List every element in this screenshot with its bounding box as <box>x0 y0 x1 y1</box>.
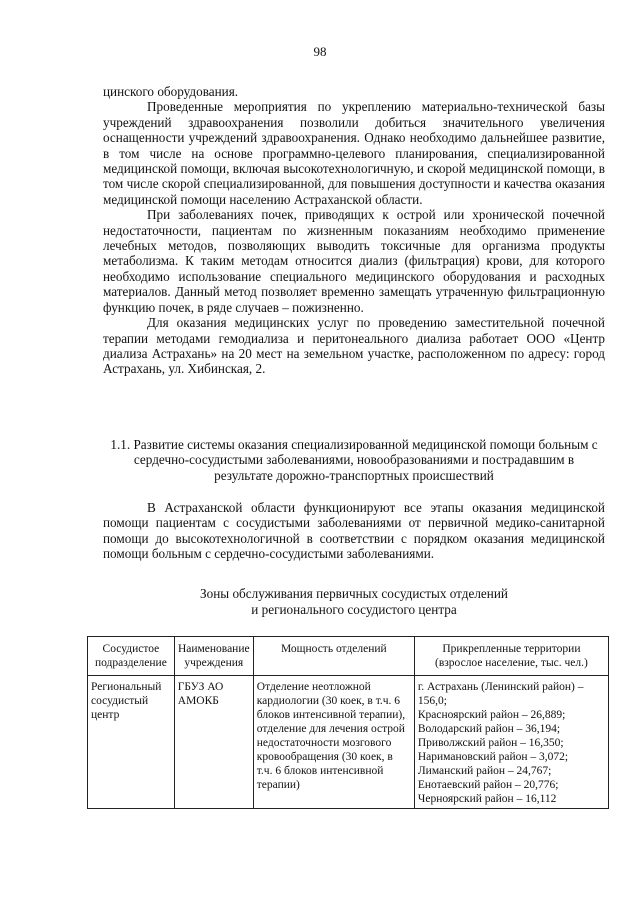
table-header-row <box>88 637 609 676</box>
header-unit: Сосудистое подразделение <box>88 637 175 676</box>
paragraph-dialysis: При заболеваниях почек, приводящих к острой или хронической почечной недостаточности, пациентам по жизненным показаниям необходимо применение лечебных методов, позволяющих выводить токсичные для организма продукты метаболизма. К таким методам относится диализ (фильтрация) крови, для которого необходимо использование специального медицинского оборудования и расходных материалов. Данный метод позволяет временно замещать утраченную фильтрационную функцию почек, в ряде случаев – пожизненно. <box>103 207 605 315</box>
table-title <box>103 586 605 618</box>
territory-line: Наримановский район – 3,072; <box>417 751 569 763</box>
header-institution: Наименование учреждения <box>174 637 253 676</box>
territory-line: Енотаевский район – 20,776; <box>417 779 559 791</box>
header-capacity: Мощность отделений <box>253 637 414 676</box>
territory-line: Черноярский район – 16,112 <box>417 793 557 805</box>
territory-line: Лиманский район – 24,767; <box>417 765 552 777</box>
cell-institution: ГБУЗ АО АМОКБ <box>174 676 253 809</box>
territory-line: г. Астрахань (Ленинский район) – 156,0; <box>417 681 584 707</box>
paragraph-equipment: Проведенные мероприятия по укреплению материально-технической базы учреждений здравоохранения позволили добиться значительного увеличения оснащенности учреждений здравоохранения. Однако необходимо дальнейшее развитие, в том числе на основе программно-целевого планирования, специализированной медицинской помощи, включая высокотехнологичную, и скорой медицинской помощи, в том числе скорой специализированной, для повышения доступности и качества оказания медицинской помощи населению Астраханской области. <box>103 99 605 207</box>
territory-line: Красноярский район – 26,889; <box>417 709 566 721</box>
cell-unit: Региональный сосудистый центр <box>88 676 175 809</box>
table-title-line-2: и регионального сосудистого центра <box>251 602 457 617</box>
paragraph-continuation: цинского оборудования. <box>103 84 239 99</box>
territory-line: Приволжский район – 16,350; <box>417 737 564 749</box>
body-text <box>103 84 605 377</box>
territory-line: Володарский район – 36,194; <box>417 723 561 735</box>
section-paragraph: В Астраханской области функционируют все этапы оказания медицинской помощи пациентам с сосудистыми заболеваниями от первичной медико-санитарной помощи до высокотехнологичной в соответствии с порядком оказания медицинской помощи больным с сердечно-сосудистыми заболеваниями. <box>103 500 605 562</box>
cell-capacity: Отделение неотложной кардиологии (30 коек, в т.ч. 6 блоков интенсивной терапии), отделение для лечения острой недостаточности мозгового кровообращения (30 коек, в т.ч. 6 блоков интенсивной терапии) <box>253 676 414 809</box>
section-heading: 1.1. Развитие системы оказания специализированной медицинской помощи больным с сердечно-сосудистыми заболеваниями, новообразованиями и пострадавшим в результате дорожно-транспортных происшествий <box>110 437 598 483</box>
paragraph-dialysis-center: Для оказания медицинских услуг по проведению заместительной почечной терапии методами гемодиализа и перитонеального диализа работает ООО «Центр диализа Астрахань» на 20 мест на земельном участке, расположенном по адресу: город Астрахань, ул. Хибинская, 2. <box>103 315 605 377</box>
header-territories: Прикрепленные территории (взрослое население, тыс. чел.) <box>414 637 608 676</box>
cell-territories <box>414 676 608 809</box>
table-row <box>88 676 609 809</box>
service-zones-table <box>87 636 609 809</box>
page-number: 98 <box>313 44 327 59</box>
table-title-line-1: Зоны обслуживания первичных сосудистых отделений <box>200 586 508 601</box>
